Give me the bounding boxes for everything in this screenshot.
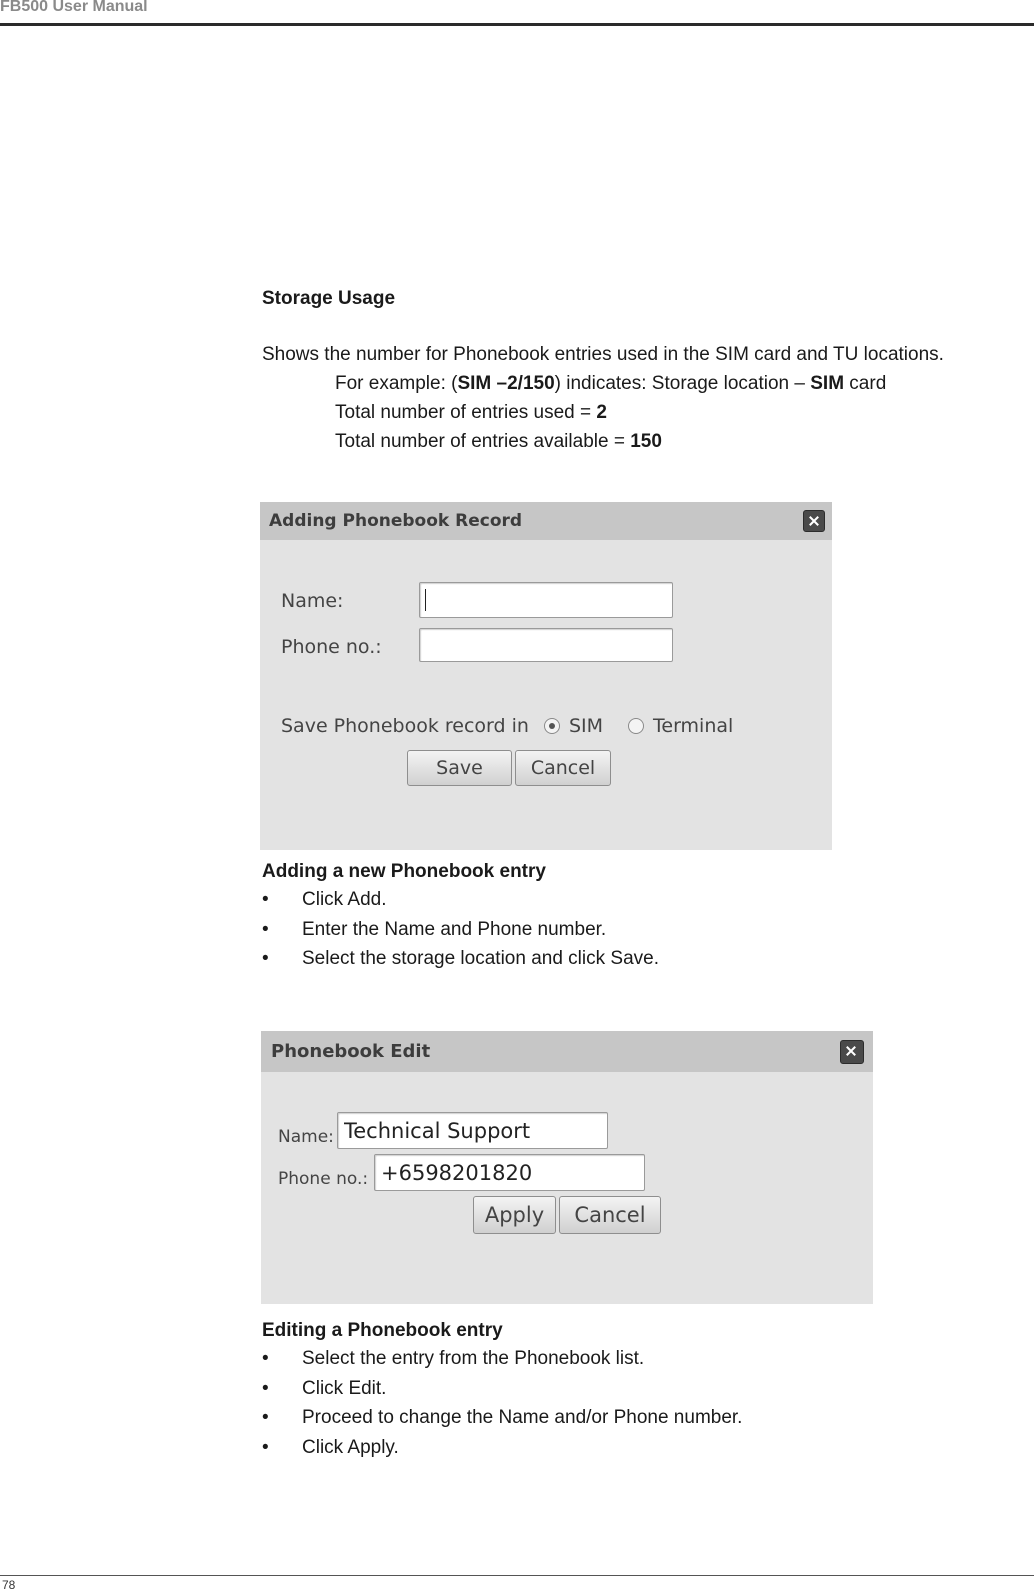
editing-heading: Editing a Phonebook entry: [262, 1320, 503, 1341]
edit-cancel-button[interactable]: Cancel: [559, 1196, 661, 1234]
storage-example-line: [335, 373, 886, 395]
save-location-label: Save Phonebook record in: [281, 715, 529, 737]
list-item: • Click Add.: [262, 889, 659, 919]
editing-steps-list: [262, 1348, 742, 1466]
phone-label: Phone no.:: [281, 636, 382, 658]
entries-used-label: Total number of entries used =: [335, 402, 597, 423]
page-number: 78: [2, 1578, 16, 1592]
cancel-button[interactable]: Cancel: [515, 750, 611, 786]
list-item: • Enter the Name and Phone number.: [262, 919, 659, 949]
save-button[interactable]: Save: [407, 750, 512, 786]
adding-heading: Adding a new Phonebook entry: [262, 861, 546, 882]
phone-input[interactable]: [419, 628, 673, 662]
entries-available-value: 150: [630, 431, 662, 452]
example-value: SIM –2/150: [457, 373, 555, 394]
list-item: • Select the entry from the Phonebook list.: [262, 1348, 742, 1378]
apply-button[interactable]: Apply: [473, 1196, 556, 1234]
entries-available-line: [335, 431, 662, 453]
entries-used-line: [335, 402, 607, 424]
sim-radio-label: SIM: [569, 715, 604, 737]
adding-steps-list: [262, 889, 659, 978]
sim-radio[interactable]: [544, 718, 560, 734]
list-item: • Proceed to change the Name and/or Phone number.: [262, 1407, 742, 1437]
list-item: • Click Apply.: [262, 1437, 742, 1467]
example-prefix: For example: (: [335, 373, 458, 394]
terminal-radio-label: Terminal: [653, 715, 734, 737]
phonebook-edit-dialog: [261, 1031, 873, 1304]
example-location: SIM: [810, 373, 845, 394]
close-icon[interactable]: [840, 1040, 864, 1064]
storage-usage-intro: Shows the number for Phonebook entries used in the SIM card and TU locations.: [262, 344, 944, 365]
edit-dialog-title: Phonebook Edit: [261, 1031, 873, 1072]
terminal-radio[interactable]: [628, 718, 644, 734]
edit-name-input[interactable]: [337, 1112, 608, 1149]
list-item: • Click Edit.: [262, 1378, 742, 1408]
edit-name-label: Name:: [278, 1127, 334, 1147]
storage-usage-heading: Storage Usage: [262, 288, 396, 309]
add-phonebook-dialog: [260, 502, 832, 850]
text-caret: [425, 589, 426, 611]
edit-phone-input[interactable]: [374, 1154, 645, 1191]
manual-title: FB500 User Manual: [0, 0, 148, 15]
entries-used-value: 2: [596, 402, 607, 423]
footer-divider: [0, 1575, 1034, 1576]
edit-phone-label: Phone no.:: [278, 1169, 369, 1189]
header-divider: [0, 23, 1034, 26]
close-icon[interactable]: [803, 510, 825, 532]
example-suffix: card: [844, 373, 887, 394]
list-item: • Select the storage location and click Save.: [262, 948, 659, 978]
add-dialog-title: Adding Phonebook Record: [260, 502, 832, 540]
name-label: Name:: [281, 590, 344, 612]
name-input[interactable]: [419, 582, 673, 618]
example-mid: ) indicates: Storage location –: [554, 373, 811, 394]
entries-available-label: Total number of entries available =: [335, 431, 631, 452]
